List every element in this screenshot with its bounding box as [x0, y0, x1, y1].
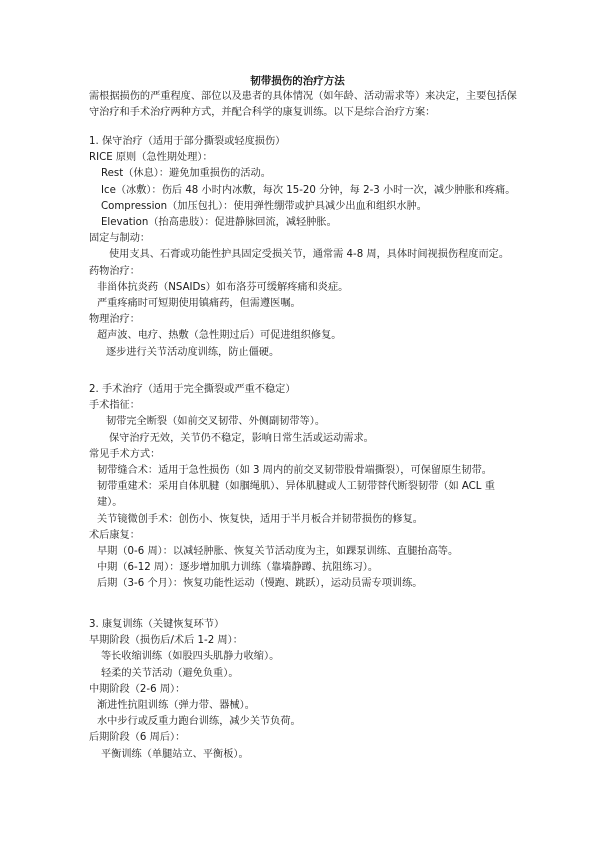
- postop-item-1: 早期（0-6 周）：以减轻肿胀、恢复关节活动度为主，如踝泵训练、直腿抬高等。: [97, 546, 459, 558]
- method-item-3: 关节镜微创手术：创伤小、恢复快，适用于半月板合并韧带损伤的修复。: [97, 513, 423, 525]
- indication-title: 手术指征：: [89, 400, 140, 412]
- intro-text: 需根据损伤的严重程度、部位以及患者的具体情况（如年龄、活动需求等）来决定，主要包括保守治疗和手术治疗两种方式，并配合科学的康复训练。以下是综合治疗方案：: [89, 91, 517, 119]
- intro-paragraph: [89, 89, 519, 121]
- physio-item-2: 逐步进行关节活动度训练，防止僵硬。: [106, 346, 280, 358]
- section-surgical: [89, 382, 519, 593]
- postop-item-3: 后期（3-6 个月）：恢复功能性运动（慢跑、跳跃），运动员需专项训练。: [97, 578, 423, 590]
- early-stage-item-2: 轻柔的关节活动（避免负重）。: [101, 667, 239, 679]
- early-stage-item-1: 等长收缩训练（如股四头肌静力收缩）。: [101, 651, 280, 663]
- indication-item-2: 保守治疗无效，关节仍不稳定，影响日常生活或运动需求。: [109, 432, 374, 444]
- section-conservative: [89, 134, 519, 361]
- document-title: 韧带损伤的治疗方法: [250, 75, 345, 87]
- physio-item-1: 超声波、电疗、热敷（急性期过后）可促进组织修复。: [97, 330, 342, 342]
- method-item-2: 韧带重建术：采用自体肌腱（如腘绳肌）、异体肌腱或人工韧带替代断裂韧带（如 ACL 重建）。: [97, 481, 495, 509]
- indication-item-1: 韧带完全断裂（如前交叉韧带、外侧副韧带等）。: [106, 416, 326, 428]
- late-stage-title: 后期阶段（6 周后）：: [89, 732, 186, 744]
- postop-item-2: 中期（6-12 周）：逐步增加肌力训练（靠墙静蹲、抗阻练习）。: [97, 562, 379, 574]
- late-stage-item-1: 平衡训练（单腿站立、平衡板）。: [101, 748, 249, 760]
- early-stage-title: 早期阶段（损伤后/术后 1-2 周）：: [89, 635, 243, 647]
- rice-compression: Compression（加压包扎）：使用弹性绷带或护具减少出血和组织水肿。: [101, 200, 427, 212]
- physio-title: 物理治疗：: [89, 314, 140, 326]
- drug-item-1: 非甾体抗炎药（NSAIDs）如布洛芬可缓解疼痛和炎症。: [97, 281, 349, 293]
- drug-item-2: 严重疼痛时可短期使用镇痛药，但需遵医嘱。: [97, 298, 301, 310]
- fixation-title: 固定与制动：: [89, 233, 151, 245]
- mid-stage-item-2: 水中步行或反重力跑台训练，减少关节负荷。: [97, 716, 301, 728]
- section-2-heading: 2. 手术治疗（适用于完全撕裂或严重不稳定）: [89, 384, 296, 395]
- mid-stage-item-1: 渐进性抗阻训练（弹力带、器械）。: [97, 700, 255, 712]
- rice-ice: Ice（冰敷）：伤后 48 小时内冰敷，每次 15-20 分钟，每 2-3 小时一次，减少肿胀和疼痛。: [101, 184, 516, 196]
- postop-title: 术后康复：: [89, 529, 140, 541]
- drug-title: 药物治疗：: [89, 265, 140, 277]
- mid-stage-title: 中期阶段（2-6 周）：: [89, 683, 186, 695]
- rice-rest: Rest（休息）：避免加重损伤的活动。: [101, 168, 271, 180]
- section-3-heading: 3. 康复训练（关键恢复环节）: [89, 619, 225, 630]
- section-1-heading: 1. 保守治疗（适用于部分撕裂或轻度损伤）: [89, 136, 286, 147]
- fixation-text: 使用支具、石膏或功能性护具固定受损关节，通常需 4-8 周，具体时间视损伤程度而定。: [109, 249, 510, 261]
- rice-title: RICE 原则（急性期处理）：: [89, 152, 213, 164]
- method-title: 常见手术方式：: [89, 448, 161, 460]
- method-item-1: 韧带缝合术：适用于急性损伤（如 3 周内的前交叉韧带股骨端撕裂），可保留原生韧带。: [97, 465, 492, 477]
- section-rehab: [89, 617, 519, 763]
- rice-elevation: Elevation（抬高患肢）：促进静脉回流，减轻肿胀。: [101, 217, 337, 229]
